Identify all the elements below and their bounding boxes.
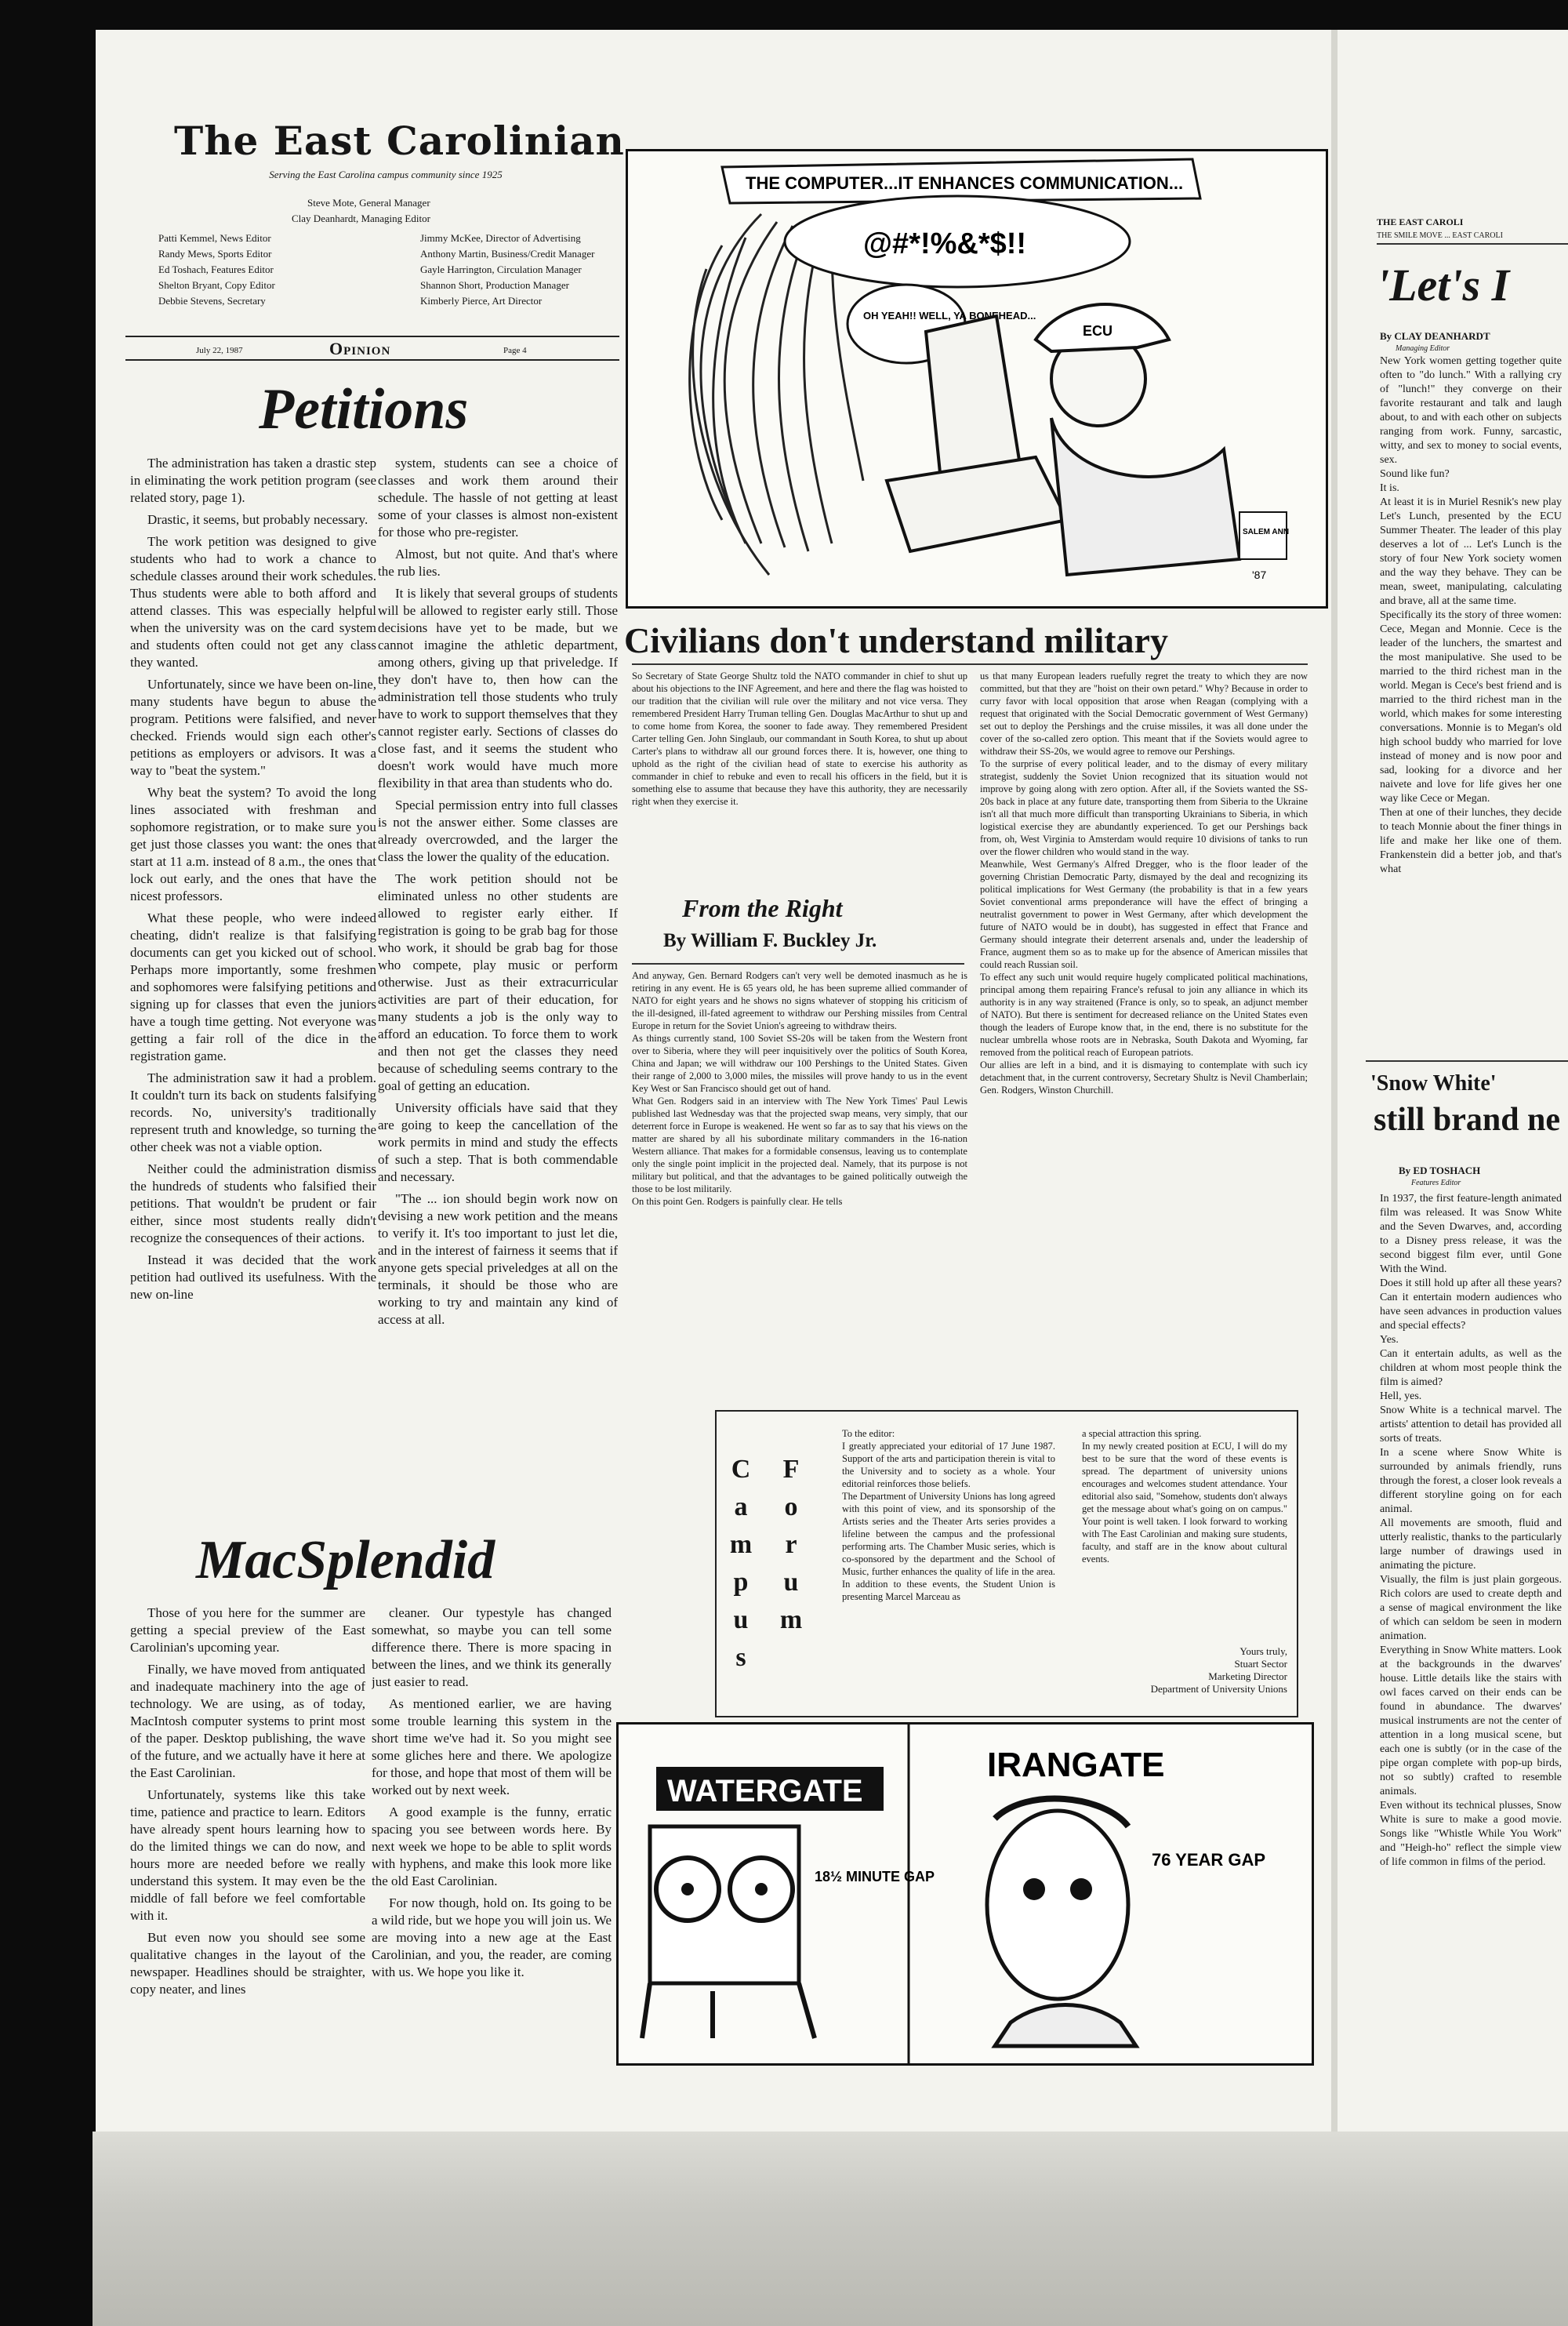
masthead-tagline: Serving the East Carolina campus community since 1925 [269, 169, 503, 180]
military-column-1: So Secretary of State George Shultz told the NATO commander in chief to shut up about his objections to the INF Agreement, and here and there the flag was hoisted to our tradition that the civilian will rule over the military and not vice versa. They remembered President Harry Truman telling Gen. Douglas MacArthur to shut up and to come home from Korea, the sooner to fade away. They remembered President Carter telling Gen. John Singlaub, our commandant in South Korea, to shut up about Carter's plans to withdraw all our ground forces there. It is, however, one thing to uphold as the right of the civilian head of state to exercise his authority as commander in chief to rebuke and even to recall his officers in the field, but it is something else to assume that because they have this authority, they are necessarily right when they exercise it. [632, 671, 967, 807]
right-page-divider [1366, 1060, 1568, 1062]
right-page-rule [1377, 243, 1568, 245]
petitions-column-2: system, students can see a choice of classes and work them around their schedule. The hassle of not getting at least some of your classes is almost non-existent for those who pre-register. Almost, but not quite. And that's where the rub lies. It is likely that several groups of students will be allowed to register early still. Those decisions have yet to be made, but we cannot imagine the athletic department, among others, giving up that priveledge. If they don't have to, then how can the administration tell those students who truly have to work to support themselves that they cannot register early. Sections of classes do close fast, and it seems the student who doesn't work would have much more flexibility in that area than students who do. Special permission entry into full classes is not the answer either. Some classes are already overcrowded, and the larger the class the lower the quality of the education. The work petition should not be eliminated unless no other students are allowed to register early either. If registration is going to be grab bag for those who work, it should be grab bag for those who compete, play music or perform otherwise. Just as their extracurricular activities are part of their education, for many students a job is the only way to afford an education. To force them to work and then not get the classes they need because of scheduling seems contrary to the goal of getting an education. University officials have said that they are going to keep the cancellation of the work permits in mind and study the effects of such a step. That is both commendable and necessary. "The ... ion should begin work now on devising a new work petition and the means to verify it. It's too important to just let die, and in the interest of fairness it seems that if anyone gets special priveledges at all on the terminals, it should be those who are working to try and maintain any kind of access at all. [378, 456, 618, 1327]
military-column-2: us that many European leaders ruefully regret the treaty to which they are now committed, but that they are "hoist on their own petard." Why? Because in order to curry favor with local opposition that arose when Reagan (complying with a request that originated with the Social Democratic government of West Germany) set out to deploy the Pershings and the cruise missiles, it was all done under the cover of the so-called zero option. This meant that if the Soviets would agree to withdraw their SS-20s, we would agree to remove our Pershings. To the surprise of every political leader, and to the dismay of every military strategist, suddenly the Soviet Union recognized that its situation would not improve by going along with zero option. After all, if the Soviets wanted the SS-20s back in place at any future date, transporting them from Siberia to the Ukraine isn't all that much more difficult than transporting Ukrainians to Siberia, in which logistical exercise they are abundantly experienced. To get our Pershings back from, oh, West Virginia to Amsterdam would require 10 divisions of tanks to run over the flower children who would stand in the way. Meanwhile, West Germany's Alfred Dregger, who is the floor leader of the governing Christian Democratic Party, dismayed by the deal and recognizing its political implications for West Germany (the probability is that in a few years Soviet conventional arms preponderance will have the effect of bringing a neutralist government to power in West Germany, after which development the future of NATO would be in doubt), has suggested in effect that France and Germany should integrate their deterrent arsenals and, under the leadership of France, augment them so as to make up for the absence of American missiles that could reach Russian soil. To effect any such unit would require hugely complicated political machinations, principal among them repairing France's refusal to join any alliance in which its authority is in any way straitened (France is only, so to speak, an adjunct member of NATO). But there is sentiment for decreased reliance on the United States even though the leaders of Europe know that, in the end, there is no substitute for the nuclear umbrella whose roots are in Nebraska, South Dakota and Wyoming, far removed from the political reach of European patriots. Our allies are left in a bind, and it is dismaying to contemplate with such icy detachment that, in the current controversy, Secretary Shultz is Nevil Chamberlain; Gen. Rodgers, Winston Churchill. [980, 671, 1308, 1096]
military-headline-rule [632, 663, 1308, 665]
computer-cartoon-drawing [628, 151, 1326, 606]
lets-lunch-column: New York women getting together quite often to "do lunch." With a rallying cry of "lunch!" they converge on their favorite restaurant and talk and laugh about, to and with each other on subjects ranging from work. Funny, sarcastic, witty, and sex to money to social events, sex. Sound like fun? It is. At least it is in Muriel Resnik's new play Let's Lunch, presented by the ECU Summer Theater. The leader of this play deserves a lot of ... Let's Lunch is the story of four New York society women and the way they behave. They can be mean, sweet, manipulating, calculating and brave, all at the same time. Specifically its the story of three women: Cece, Megan and Monnie. Cece is the leader of the lunchers, the smartest and the most manipulative. She used to be married to the third richest man in the world. Megan is Cece's best friend and is married to the third richest man in the world, which makes for some interesting conversations. Monnie is to Megan's old high school buddy who married for love instead of money and is now poor and sad, looking for a divorce and her naivete and love for life gives her one way like Cece or Megan. Then at one of their lunches, they decide to teach Monnie about the finer things in life and make her like one of them. Frankenstein did a better job, and that's what [1380, 355, 1562, 875]
petitions-headline: Petitions [259, 377, 469, 442]
military-headline: Civilians don't understand military [624, 620, 1168, 660]
cartoon-badge: ECU [1083, 323, 1113, 339]
column-title: From the Right [682, 894, 843, 922]
page-fold [1331, 30, 1338, 2132]
irangate-title: IRANGATE [987, 1746, 1165, 1784]
macsplendid-column-1: Those of you here for the summer are getting a special preview of the East Carolinian's upcoming year. Finally, we have moved from antiquated and inadequate machinery into the age of technology. We are using, as of today, MacIntosh computer systems to print most of the paper. Desktop publishing, the wave of the future, and we actually have it here at the East Carolinian. Unfortunately, systems like this take time, patience and practice to learn. Editors have already spent hours learning how to do the limited things we can do now, and hours more are needed before we really understand this system. It may even be the middle of fall before we feel comfortable with it. But even now you should see some qualitative changes in the layout of the newspaper. Headlines should be straighter, copy neater, and lines [130, 1605, 365, 1997]
staff-list-right: Jimmy McKee, Director of Advertising Anthony Martin, Business/Credit Manager Gayle Harrington, Circulation Manager Shannon Short, Production Manager Kimberly Pierce, Art Director [420, 232, 595, 307]
military-column-1b: And anyway, Gen. Bernard Rodgers can't very well be demoted inasmuch as he is retiring in any event. He is 65 years old, he has been supreme allied commander of NATO for eight years and he shows no signs whatever of stopping his criticism of the ill-designed, ill-fated agreement to withdraw our Pershing missiles from Central Europe in return for the Soviet Union's agreeing to withdraw theirs. As things currently stand, 100 Soviet SS-20s will be taken from the Western front over to Siberia, where they will peer inquisitively over the politics of South Korea, China and Japan; we will withdraw our 100 Pershings to the United States. Given their range of 2,000 to 3,000 miles, the missiles will prove handy to us in the event Key West or San Francisco should get out of hand. What Gen. Rodgers said in an interview with The New York Times' Paul Lewis published last Wednesday was that the projected swap means, very simply, that our deterrent force in Europe is weakened. He went so far as to say that his views on the matter are shared by all his subordinate military commanders in the 16-nation Western alliance. That makes for a formidable consensus, leaving us to contemplate only the single point implicit in the projected deal. Namely, that its purpose is not military but political, and that the advantages to be gained politically outweigh the those to be lost militarily. On this point Gen. Rodgers is painfully clear. He tells [632, 970, 967, 1207]
lets-lunch-headline: 'Let's I [1377, 260, 1510, 311]
petitions-column-1: The administration has taken a drastic step in eliminating the work petition program (see related story, page 1). Drastic, it seems, but probably necessary. The work petition was designed to give students who had to work a chance to schedule classes around their work schedules. Thus students were able to both afford and attend classes. This was especially helpful when the university was on the card system and students often could not get any class they wanted. Unfortunately, since we have been on-line, many students have begun to abuse the program. Petitions were falsified, and never checked. Friends would sign each other's petitions as employers or advisors. It was a way to "beat the system." Why beat the system? To avoid the long lines associated with freshman and sophomore registration, or to make sure you get just those classes you want: the ones that start at 11 a.m. instead of 8 a.m., the ones that lock out early, and the ones that have the nicest professors. What these people, who were indeed cheating, didn't realize is that falsifying documents can get you kicked out of school. Perhaps more importantly, some freshmen and sophomores were falsifying petitions and signing up for classes that even the juniors have a tough time getting. Not everyone was getting a fair roll of the dice in the registration game. The administration saw it had a problem. It couldn't turn its back on students falsifying records. No, university's traditionally represent truth and knowledge, so turning the other cheek was not a viable option. Neither could the administration dismiss the hundreds of students who falsified their petitions. That wouldn't be prudent or fair either, since most students really didn't recognize the consequences of their actions. Instead it was decided that the work petition had outlived its usefulness. With the new on-line [130, 456, 376, 1302]
section-name: Opinion [329, 339, 391, 358]
watergate-gap: 18½ MINUTE GAP [815, 1869, 935, 1884]
masthead-rule-bottom [125, 359, 619, 361]
watergate-title: WATERGATE [667, 1774, 863, 1808]
staff-managing-editor: Clay Deanhardt, Managing Editor [292, 213, 430, 224]
snow-white-headline-1: 'Snow White' [1370, 1071, 1497, 1096]
forum-letter-column-2: a special attraction this spring. In my newly created position at ECU, I will do my best to be sure that the word of these events is spread. The department of university unions encourages and welcomes student attendance. Your editorial also said, "Somehow, students don't always get the message about what's going on on campus." Your point is well taken. I look forward to working with The East Carolinian and making sure students, faculty, and staff are in the know about cultural events. [1082, 1428, 1287, 1565]
lets-lunch-byline: By CLAY DEANHARDT [1380, 330, 1490, 342]
staff-manager: Steve Mote, General Manager [307, 197, 430, 209]
page-number: Page 4 [503, 346, 527, 355]
masthead-rule-top [125, 336, 619, 337]
forum-label-campus: C a m p u s [729, 1455, 753, 1672]
gate-cartoons [616, 1722, 1314, 2066]
right-page-masthead: THE EAST CAROLI [1377, 216, 1464, 227]
irangate-gap: 76 YEAR GAP [1152, 1850, 1266, 1870]
snow-white-headline-2: still brand ne [1374, 1102, 1561, 1138]
cartoon-banner: THE COMPUTER...IT ENHANCES COMMUNICATION... [746, 173, 1184, 193]
macsplendid-headline: MacSplendid [196, 1530, 495, 1590]
forum-letter-column-1: To the editor: I greatly appreciated your editorial of 17 June 1987. Support of the arts and participation therein is vital to the University and to society as a whole. Your editorial reinforces those beliefs. The Department of University Unions has long agreed with this point of view, and its sponsorship of the Artists series and the Theater Arts series provides a lifeline between the campus and the professional performing arts. The Chamber Music series, which is co-sponsored by the department and the School of Music, further enhances the quality of life in the area. In addition to these events, the Student Union is presenting Marcel Marceau as [842, 1428, 1055, 1602]
snow-white-byline: By ED TOSHACH [1399, 1165, 1481, 1176]
snow-white-column: In 1937, the first feature-length animated film was released. It was Snow White and the Seven Dwarves, and, according to a Disney press release, it was the second biggest film ever, until Gone With the Wind. Does it still hold up after all these years? Can it entertain modern audiences who have seen advances in production values and special effects? Yes. Can it entertain adults, as well as the children at whom most people think the film is aimed? Hell, yes. Snow White is a technical marvel. The artists' attention to detail has provided all sorts of treats. In a scene where Snow White is surrounded by animals friendly, runs through the forest, a closer look reveals a different storyline going on for each animal. All movements are smooth, fluid and utterly realistic, thanks to the particularly large number of drawings used in animating the picture. Visually, the film is just plain gorgeous. Rich colors are used to create depth and a sense of magical environment the like of which can seldom be seen in modern animation. Everything in Snow White matters. Look at the backgrounds in the dwarves' house. Little details like the stairs with owl faces carved on their ends can be found in abundance. The dwarves' musical instruments are not the center of attention in a long musical scene, but each one is subtly (or in the case of the pipe organ complete with pop-up birds, not so subtly) crafted to resemble animals. Even without its technical plusses, Snow White is sure to make a good movie. Songs like "Whistle While You Work" and "Heigh-ho" reflect the simple view of life common in films of the period. [1380, 1193, 1562, 1868]
cartoon-year: '87 [1252, 569, 1267, 581]
cartoon-swear: @#*!%&*$!! [863, 227, 1027, 260]
issue-date: July 22, 1987 [196, 346, 243, 355]
byline-rule [632, 963, 964, 965]
forum-signature: Yours truly, Stuart Sector Marketing Director Department of University Unions [1150, 1645, 1287, 1695]
gate-cartoons-drawing [619, 1725, 1312, 2063]
forum-label-forum: F o r u m [779, 1455, 803, 1634]
masthead-title: The East Carolinian [174, 118, 625, 164]
lets-lunch-byline-role: Managing Editor [1396, 344, 1450, 353]
snow-white-byline-role: Features Editor [1411, 1179, 1461, 1187]
cartoon-signature: SALEM ANN [1243, 528, 1290, 536]
staff-list-left: Patti Kemmel, News Editor Randy Mews, Sports Editor Ed Toshach, Features Editor Shelton Bryant, Copy Editor Debbie Stevens, Secretary [158, 232, 275, 307]
right-page-subhead: THE SMILE MOVE ... EAST CAROLI [1377, 231, 1503, 240]
computer-cartoon [626, 149, 1328, 609]
cartoon-reply: OH YEAH!! WELL, YA BONEHEAD... [863, 310, 1036, 322]
macsplendid-column-2: cleaner. Our typestyle has changed somewhat, so maybe you can tell some difference there. There is more spacing in between the lines, and we think its generally just easier to read. As mentioned earlier, we are having some trouble learning this system in the short time we've had it. So you might see some gliches here and there. We apologize for those, and hope that most of them will be worked out by next week. A good example is the funny, erratic spacing you see between words here. By next week we hope to be able to split words with hyphens, and make this look more like the old East Carolinian. For now though, hold on. Its going to be a wild ride, but we hope you will join us. We are moving into a new age at the East Carolinian, and you, the reader, are coming with us. We hope you like it. [372, 1605, 612, 1979]
scanner-bed-shadow [93, 2132, 1568, 2326]
column-byline: By William F. Buckley Jr. [663, 930, 877, 951]
